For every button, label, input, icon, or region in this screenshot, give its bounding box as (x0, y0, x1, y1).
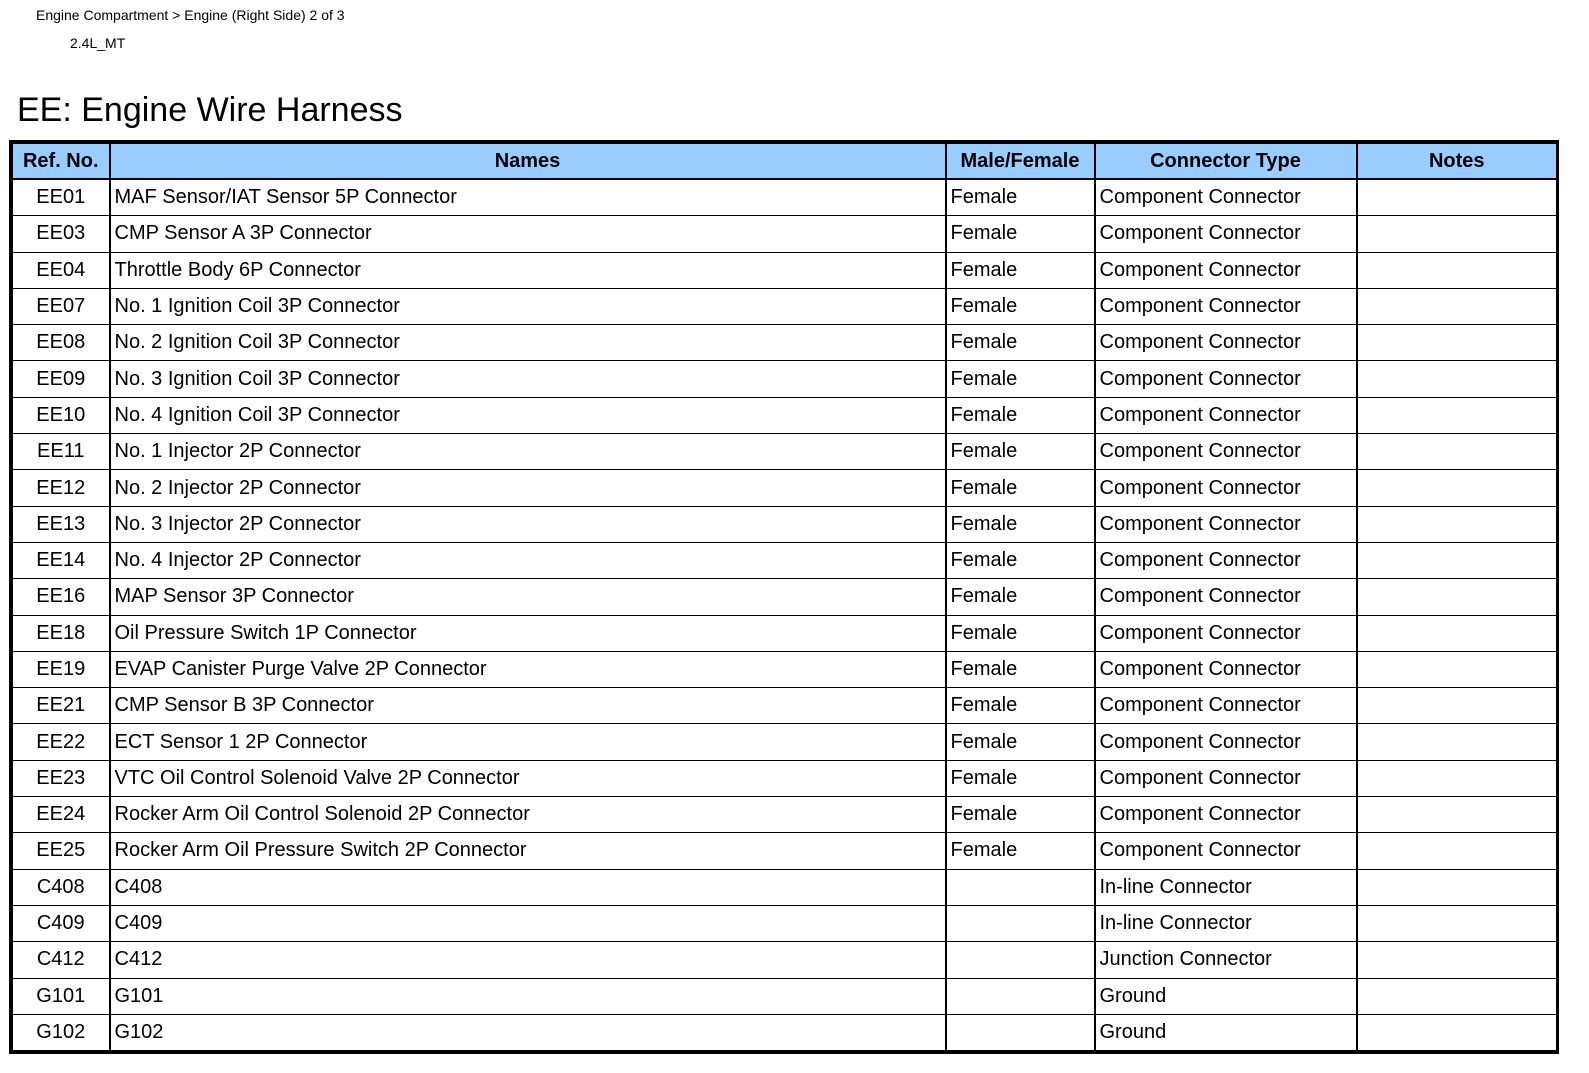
name-cell: No. 3 Ignition Coil 3P Connector (110, 361, 946, 397)
ref-no-cell: EE10 (13, 397, 110, 433)
name-cell: ECT Sensor 1 2P Connector (110, 724, 946, 760)
subtitle: 2.4L_MT (70, 35, 126, 51)
ref-no-cell: C412 (13, 942, 110, 978)
table-row (13, 905, 1557, 941)
notes-cell (1357, 905, 1557, 941)
column-header-notes: Notes (1357, 144, 1557, 180)
ref-no-cell: EE18 (13, 615, 110, 651)
notes-cell (1357, 252, 1557, 288)
name-cell: VTC Oil Control Solenoid Valve 2P Connector (110, 760, 946, 796)
connector-type-cell: Component Connector (1095, 833, 1357, 869)
table-row (13, 397, 1557, 433)
male-female-cell (946, 869, 1095, 905)
table-row (13, 579, 1557, 615)
notes-cell (1357, 506, 1557, 542)
notes-cell (1357, 179, 1557, 216)
table-row (13, 252, 1557, 288)
male-female-cell: Female (946, 651, 1095, 687)
notes-cell (1357, 1014, 1557, 1050)
ref-no-cell: EE19 (13, 651, 110, 687)
table-row (13, 216, 1557, 252)
male-female-cell: Female (946, 760, 1095, 796)
name-cell: No. 3 Injector 2P Connector (110, 506, 946, 542)
notes-cell (1357, 942, 1557, 978)
name-cell: EVAP Canister Purge Valve 2P Connector (110, 651, 946, 687)
column-header-connector-type: Connector Type (1095, 144, 1357, 180)
column-header-ref-no: Ref. No. (13, 144, 110, 180)
name-cell: No. 2 Injector 2P Connector (110, 470, 946, 506)
male-female-cell: Female (946, 833, 1095, 869)
male-female-cell: Female (946, 579, 1095, 615)
notes-cell (1357, 434, 1557, 470)
connector-type-cell: Component Connector (1095, 579, 1357, 615)
table-row (13, 942, 1557, 978)
table-header-row (13, 144, 1557, 180)
ref-no-cell: EE22 (13, 724, 110, 760)
male-female-cell: Female (946, 216, 1095, 252)
male-female-cell: Female (946, 252, 1095, 288)
table-row (13, 724, 1557, 760)
connector-type-cell: Component Connector (1095, 797, 1357, 833)
name-cell: CMP Sensor B 3P Connector (110, 688, 946, 724)
notes-cell (1357, 688, 1557, 724)
ref-no-cell: EE24 (13, 797, 110, 833)
notes-cell (1357, 288, 1557, 324)
notes-cell (1357, 397, 1557, 433)
notes-cell (1357, 651, 1557, 687)
name-cell: Rocker Arm Oil Control Solenoid 2P Connector (110, 797, 946, 833)
connector-type-cell: Component Connector (1095, 325, 1357, 361)
connector-type-cell: In-line Connector (1095, 905, 1357, 941)
connector-type-cell: Component Connector (1095, 615, 1357, 651)
ref-no-cell: EE16 (13, 579, 110, 615)
name-cell: Rocker Arm Oil Pressure Switch 2P Connector (110, 833, 946, 869)
male-female-cell (946, 978, 1095, 1014)
table-row (13, 978, 1557, 1014)
connector-type-cell: Component Connector (1095, 760, 1357, 796)
table-row (13, 797, 1557, 833)
harness-table (12, 143, 1557, 1051)
table-row (13, 506, 1557, 542)
male-female-cell: Female (946, 397, 1095, 433)
ref-no-cell: EE03 (13, 216, 110, 252)
table-row (13, 470, 1557, 506)
ref-no-cell: EE21 (13, 688, 110, 724)
male-female-cell: Female (946, 688, 1095, 724)
table-row (13, 361, 1557, 397)
column-header-names: Names (110, 144, 946, 180)
male-female-cell: Female (946, 470, 1095, 506)
notes-cell (1357, 833, 1557, 869)
male-female-cell (946, 905, 1095, 941)
table-row (13, 869, 1557, 905)
name-cell: C412 (110, 942, 946, 978)
harness-table-container (9, 140, 1559, 1054)
name-cell: No. 1 Injector 2P Connector (110, 434, 946, 470)
connector-type-cell: Ground (1095, 1014, 1357, 1050)
notes-cell (1357, 797, 1557, 833)
male-female-cell: Female (946, 615, 1095, 651)
table-row (13, 833, 1557, 869)
table-row (13, 179, 1557, 216)
column-header-male-female: Male/Female (946, 144, 1095, 180)
name-cell: No. 1 Ignition Coil 3P Connector (110, 288, 946, 324)
notes-cell (1357, 579, 1557, 615)
notes-cell (1357, 542, 1557, 578)
ref-no-cell: C409 (13, 905, 110, 941)
table-row (13, 542, 1557, 578)
male-female-cell: Female (946, 506, 1095, 542)
connector-type-cell: Component Connector (1095, 506, 1357, 542)
connector-type-cell: In-line Connector (1095, 869, 1357, 905)
name-cell: G102 (110, 1014, 946, 1050)
male-female-cell (946, 1014, 1095, 1050)
table-row (13, 760, 1557, 796)
name-cell: Oil Pressure Switch 1P Connector (110, 615, 946, 651)
name-cell: G101 (110, 978, 946, 1014)
name-cell: No. 4 Ignition Coil 3P Connector (110, 397, 946, 433)
table-row (13, 688, 1557, 724)
connector-type-cell: Component Connector (1095, 288, 1357, 324)
male-female-cell: Female (946, 325, 1095, 361)
notes-cell (1357, 615, 1557, 651)
ref-no-cell: C408 (13, 869, 110, 905)
name-cell: C409 (110, 905, 946, 941)
connector-type-cell: Component Connector (1095, 724, 1357, 760)
ref-no-cell: EE01 (13, 179, 110, 216)
ref-no-cell: EE07 (13, 288, 110, 324)
connector-type-cell: Component Connector (1095, 470, 1357, 506)
connector-type-cell: Ground (1095, 978, 1357, 1014)
connector-type-cell: Component Connector (1095, 216, 1357, 252)
male-female-cell (946, 942, 1095, 978)
male-female-cell: Female (946, 542, 1095, 578)
notes-cell (1357, 760, 1557, 796)
name-cell: No. 4 Injector 2P Connector (110, 542, 946, 578)
connector-type-cell: Junction Connector (1095, 942, 1357, 978)
table-row (13, 615, 1557, 651)
table-row (13, 651, 1557, 687)
connector-type-cell: Component Connector (1095, 651, 1357, 687)
notes-cell (1357, 325, 1557, 361)
ref-no-cell: EE14 (13, 542, 110, 578)
name-cell: MAF Sensor/IAT Sensor 5P Connector (110, 179, 946, 216)
ref-no-cell: EE13 (13, 506, 110, 542)
ref-no-cell: EE04 (13, 252, 110, 288)
male-female-cell: Female (946, 724, 1095, 760)
ref-no-cell: G102 (13, 1014, 110, 1050)
ref-no-cell: EE09 (13, 361, 110, 397)
connector-type-cell: Component Connector (1095, 179, 1357, 216)
connector-type-cell: Component Connector (1095, 361, 1357, 397)
notes-cell (1357, 724, 1557, 760)
notes-cell (1357, 216, 1557, 252)
connector-type-cell: Component Connector (1095, 397, 1357, 433)
name-cell: No. 2 Ignition Coil 3P Connector (110, 325, 946, 361)
male-female-cell: Female (946, 179, 1095, 216)
table-body (13, 179, 1557, 1051)
name-cell: MAP Sensor 3P Connector (110, 579, 946, 615)
notes-cell (1357, 361, 1557, 397)
name-cell: CMP Sensor A 3P Connector (110, 216, 946, 252)
table-row (13, 1014, 1557, 1050)
ref-no-cell: EE08 (13, 325, 110, 361)
ref-no-cell: G101 (13, 978, 110, 1014)
name-cell: Throttle Body 6P Connector (110, 252, 946, 288)
notes-cell (1357, 978, 1557, 1014)
table-row (13, 434, 1557, 470)
connector-type-cell: Component Connector (1095, 252, 1357, 288)
ref-no-cell: EE25 (13, 833, 110, 869)
ref-no-cell: EE23 (13, 760, 110, 796)
male-female-cell: Female (946, 434, 1095, 470)
notes-cell (1357, 470, 1557, 506)
ref-no-cell: EE12 (13, 470, 110, 506)
breadcrumb: Engine Compartment > Engine (Right Side) 2 of 3 (36, 7, 345, 23)
table-row (13, 325, 1557, 361)
connector-type-cell: Component Connector (1095, 542, 1357, 578)
ref-no-cell: EE11 (13, 434, 110, 470)
page-title: EE: Engine Wire Harness (17, 91, 403, 129)
male-female-cell: Female (946, 797, 1095, 833)
name-cell: C408 (110, 869, 946, 905)
table-row (13, 288, 1557, 324)
connector-type-cell: Component Connector (1095, 688, 1357, 724)
notes-cell (1357, 869, 1557, 905)
connector-type-cell: Component Connector (1095, 434, 1357, 470)
male-female-cell: Female (946, 288, 1095, 324)
male-female-cell: Female (946, 361, 1095, 397)
